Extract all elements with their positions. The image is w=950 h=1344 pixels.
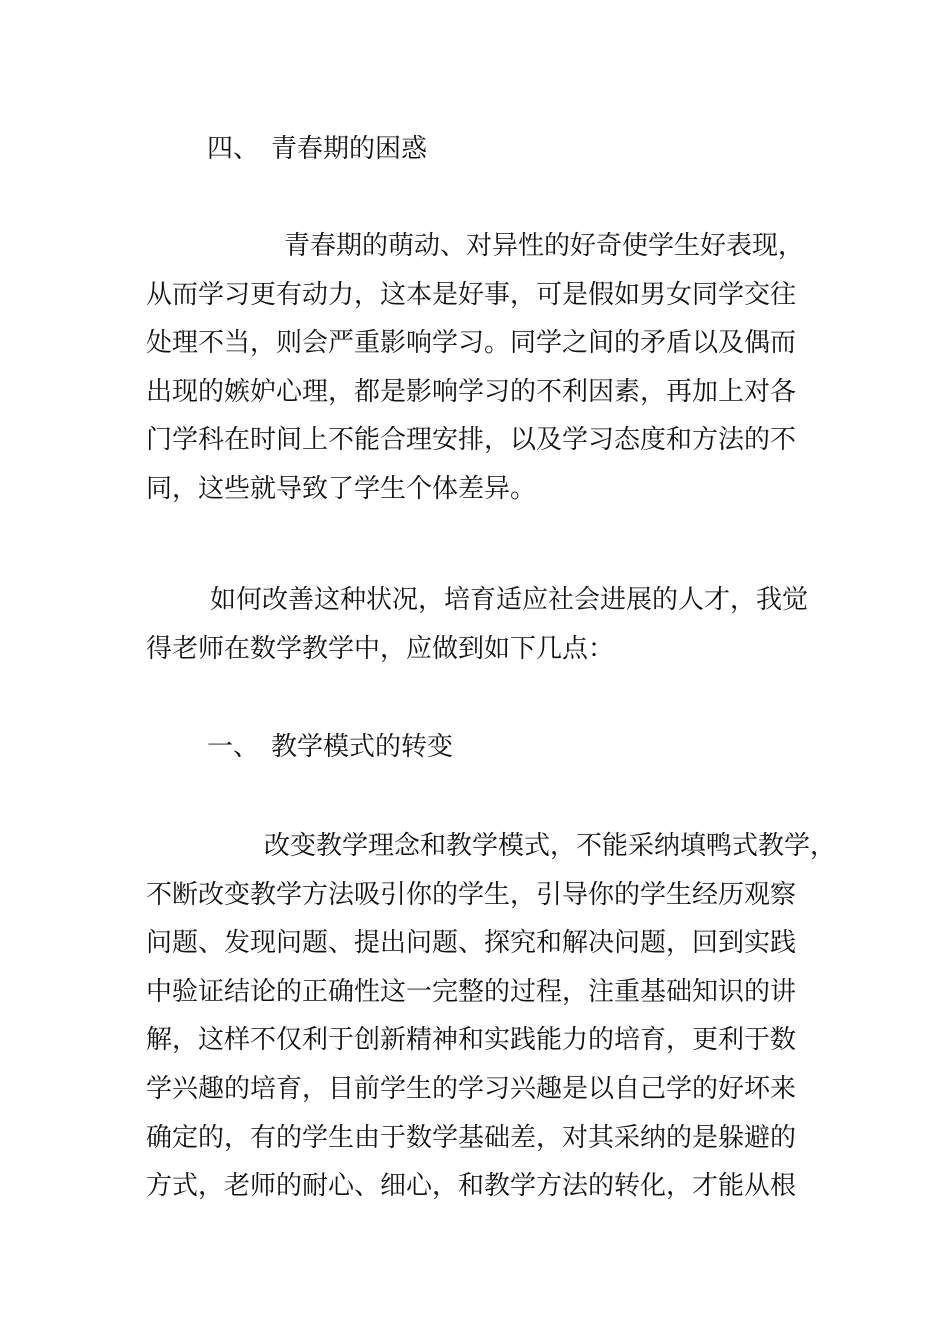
paragraph-line: 同，这些就导致了学生个体差异。 [146,473,537,504]
paragraph-line: 处理不当，则会严重影响学习。同学之间的矛盾以及偶而 [146,328,797,359]
section-heading-4 [207,136,427,162]
section-title: 青春期的困惑 [271,134,428,164]
section-heading-1 [207,734,453,760]
paragraph-line: 得老师在数学教学中，应做到如下几点： [146,633,615,664]
paragraph-line: 学兴趣的培育，目前学生的学习兴趣是以自己学的好坏来 [146,1073,797,1104]
paragraph-line: 出现的嫉妒心理，都是影响学习的不利因素，再加上对各 [146,376,797,407]
paragraph-3 [146,822,837,1211]
paragraph-line: 如何改善这种状况，培育适应社会进展的人才，我觉 [210,585,809,615]
paragraph-line: 方式，老师的耐心、细心，和教学方法的转化，才能从根 [146,1171,797,1202]
paragraph-line: 门学科在时间上不能合理安排，以及学习态度和方法的不 [146,425,797,456]
paragraph-line: 青春期的萌动、对异性的好奇使学生好表现， [284,231,805,261]
paragraph-line: 中验证结论的正确性这一完整的过程，注重基础知识的讲 [146,976,797,1007]
paragraph-line: 不断改变教学方法吸引你的学生，引导你的学生经历观察 [146,879,797,910]
paragraph-line: 确定的，有的学生由于数学基础差，对其采纳的是躲避的 [146,1122,797,1153]
paragraph-line: 解，这样不仅利于创新精神和实践能力的培育，更利于数 [146,1025,797,1056]
section-number: 一、 [207,732,260,762]
paragraph-line: 改变教学理念和教学模式，不能采纳填鸭式教学， [264,831,837,861]
section-title: 教学模式的转变 [271,732,454,762]
paragraph-2 [146,576,809,673]
paragraph-line: 问题、发现问题、提出问题、探究和解决问题，回到实践 [146,928,797,959]
paragraph-line: 从而学习更有动力，这本是好事，可是假如男女同学交往 [146,279,797,310]
section-number: 四、 [207,134,260,164]
paragraph-1 [146,222,806,514]
